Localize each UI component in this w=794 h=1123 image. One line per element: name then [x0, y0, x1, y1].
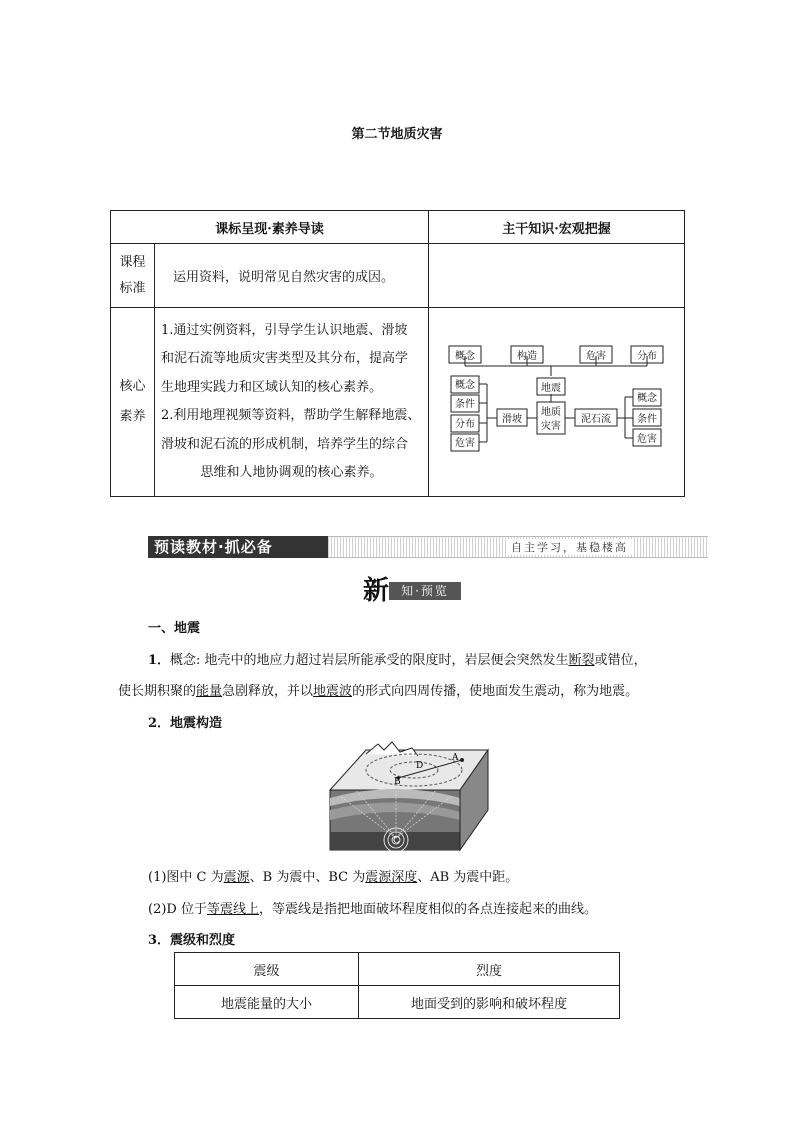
table-header: 烈度 — [359, 953, 620, 986]
standard-text: 运用资料，说明常见自然灾害的成因。 — [155, 244, 429, 308]
banner-subtitle: 自主学习，基稳楼高 — [507, 539, 632, 555]
knowledge-mindmap-cell — [429, 308, 685, 497]
mindmap-node: 滑坡 — [502, 414, 522, 425]
label-c: C — [393, 836, 400, 846]
literacy-text: 1.通过实例资料，引导学生认识地震、滑坡 和泥石流等地质灾害类型及其分布，提高学 生地理实践力和区域认知的核心素养。 2.利用地理视频等资料，帮助学生解释地震、 滑坡和泥石流的形成机制，培养学生的综合 思维和人地协调观的核心素养。 — [155, 308, 429, 497]
mindmap-node: 条件 — [637, 414, 657, 425]
section-banner — [148, 536, 708, 558]
row-label-literacy: 核心 素养 — [111, 308, 155, 497]
magnitude-table — [174, 952, 620, 1019]
mindmap-root: 地质 — [541, 407, 561, 418]
label-b: B — [394, 777, 401, 787]
label-d: D — [416, 761, 424, 771]
table-cell: 地震能量的大小 — [175, 986, 359, 1019]
mindmap-node: 危害 — [637, 434, 657, 445]
para-isoseismal: (2)D 位于等震线上，等震线是指把地面破坏程度相似的各点连接起来的曲线。 — [148, 902, 598, 917]
sub-banner-text: 知·预览 — [389, 582, 461, 600]
mindmap-node: 分布 — [637, 351, 657, 362]
item1-line1: 1．概念: 地壳中的地应力超过岩层所能承受的限度时，岩层便会突然发生断裂或错位， — [148, 653, 647, 668]
standard-empty-cell — [429, 244, 685, 308]
knowledge-mindmap — [429, 308, 684, 496]
item2-heading: 2．地震构造 — [148, 716, 223, 731]
section-heading: 一、地震 — [148, 621, 201, 636]
mindmap-root: 灾害 — [541, 421, 561, 432]
sub-banner — [363, 574, 461, 606]
mindmap-node: 危害 — [586, 351, 606, 362]
mindmap-node: 分布 — [455, 419, 475, 430]
mindmap-node: 概念 — [455, 380, 475, 391]
mindmap-node: 泥石流 — [581, 414, 611, 425]
table-header-right: 主干知识·宏观把握 — [429, 211, 685, 244]
table-cell: 地面受到的影响和破坏程度 — [359, 986, 620, 1019]
item1-line2: 使长期积聚的能量急剧释放，并以地震波的形式向四周传播，使地面发生震动，称为地震。 — [118, 684, 639, 699]
banner-title: 预读教材·抓必备 — [148, 536, 334, 558]
mindmap-node: 概念 — [455, 351, 475, 362]
para-focus: (1)图中 C 为震源、B 为震中、BC 为震源深度、AB 为震中距。 — [148, 870, 519, 885]
sub-banner-char: 新 — [363, 576, 390, 606]
table-header: 震级 — [175, 953, 359, 986]
mindmap-node: 地震 — [541, 383, 561, 394]
page-title: 第二节地质灾害 — [351, 127, 443, 142]
curriculum-table — [110, 210, 685, 497]
mindmap-node: 构造 — [517, 351, 537, 362]
table-header-left: 课标呈现·素养导读 — [111, 211, 429, 244]
mindmap-node: 危害 — [455, 438, 475, 449]
mindmap-node: 概念 — [637, 393, 657, 404]
earthquake-diagram — [326, 740, 490, 852]
item3-heading: 3．震级和烈度 — [148, 933, 236, 948]
row-label-standard: 课程 标准 — [111, 244, 155, 308]
mindmap-node: 条件 — [455, 399, 475, 410]
label-a: A — [452, 753, 459, 763]
